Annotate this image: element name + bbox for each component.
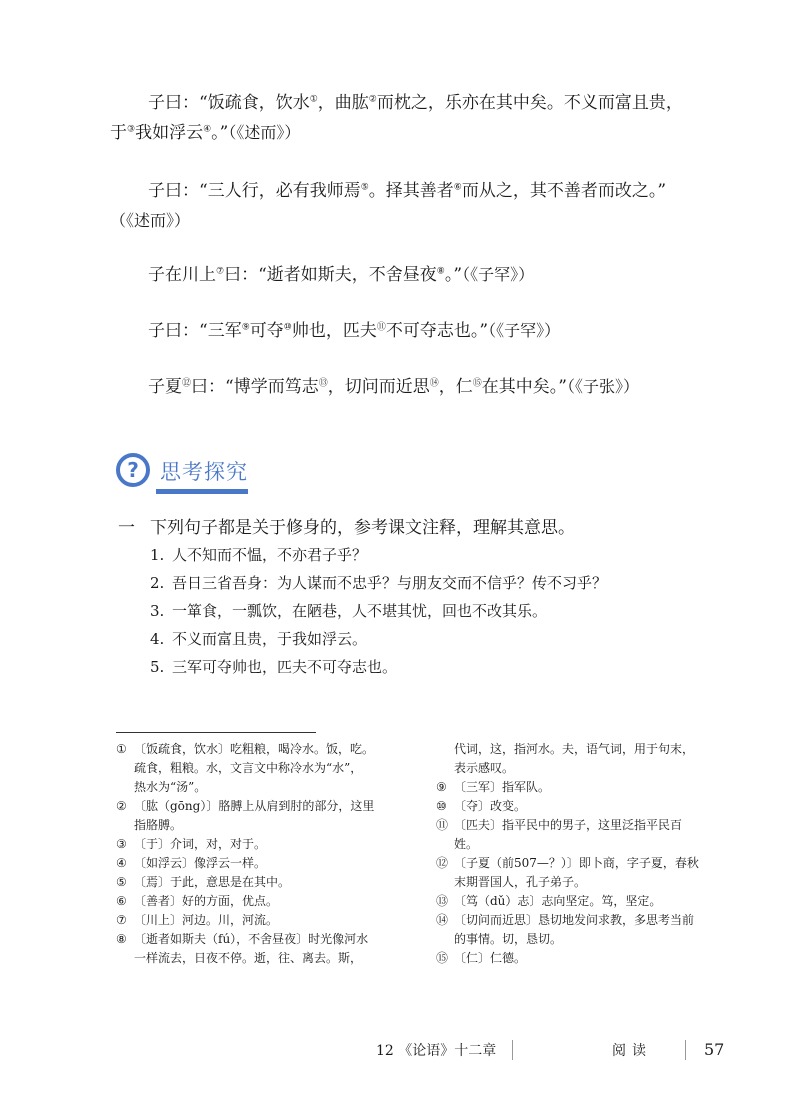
- footnote: [116, 911, 406, 930]
- footnote: [116, 930, 406, 968]
- footnote-ref[interactable]: ⑮: [472, 378, 482, 389]
- footnote-ref[interactable]: ⑦: [216, 266, 225, 277]
- footnote-ref[interactable]: ⑨: [241, 322, 250, 333]
- passage-source: （《述而》）: [228, 123, 301, 142]
- footnote: [116, 854, 406, 873]
- footnote-ref[interactable]: ⑤: [360, 182, 369, 193]
- passage-text: 曰：“博学而笃志: [191, 377, 319, 397]
- footnotes-left: [116, 740, 406, 968]
- footnote-continuation: [436, 740, 736, 778]
- footer-chapter: 12 《论语》十二章: [376, 1043, 497, 1059]
- footnote-text: 〔于〕介词，对，对于。: [134, 837, 267, 851]
- list-item: [150, 653, 607, 681]
- question-circle-icon: ?: [116, 453, 150, 487]
- footnote-ref[interactable]: ⑪: [376, 322, 386, 333]
- passage-text: 子在川上: [148, 265, 216, 285]
- footnote: [116, 835, 406, 854]
- passage-text: 。”: [444, 265, 463, 285]
- passage-text: 不可夺志也。”: [385, 321, 489, 341]
- footnote: [436, 797, 736, 816]
- footnote-text: 〔肱（gōng）〕胳膊上从肩到肘的部分，这里: [134, 799, 375, 813]
- footnote-text: 〔夺〕改变。: [454, 799, 527, 813]
- passage-text: 子曰：“三军: [148, 321, 242, 341]
- page-number: 57: [704, 1040, 725, 1059]
- footnote-ref[interactable]: ⑥: [453, 182, 462, 193]
- footnote-text: 〔匹夫〕指平民中的男子，这里泛指平民百: [454, 818, 683, 832]
- footnote-text: 疏食，粗粮。水，文言文中称冷水为“水”，: [134, 761, 363, 775]
- question-prompt: 下列句子都是关于修身的，参考课文注释，理解其意思。: [150, 518, 575, 538]
- footnote-divider: [116, 732, 316, 733]
- footnote-text: 指胳膊。: [134, 818, 183, 832]
- item-text: 一箪食，一瓢饮，在陋巷，人不堪其忧，回也不改其乐。: [172, 602, 548, 620]
- passage-text: 。”: [211, 123, 229, 143]
- passage-text: 曰：“逝者如斯夫，不舍昼夜: [224, 265, 437, 285]
- passage-3: [110, 260, 730, 290]
- footnote-text: 热水为“汤”。: [134, 780, 207, 794]
- footnote-marker: ⑨: [436, 780, 447, 794]
- passage-text: 我如浮云: [135, 123, 204, 143]
- footnote: [436, 892, 736, 911]
- item-text: 三军可夺帅也，匹夫不可夺志也。: [172, 658, 398, 676]
- passage-text: 。择其善者: [368, 181, 454, 201]
- passage-source: （《子张》）: [566, 377, 639, 396]
- passage-text: 而枕之，乐亦在其中矣。不义而富且贵，: [376, 93, 683, 113]
- passage-text: ，切问而近思: [327, 377, 430, 397]
- section-title: 思考探究: [160, 460, 248, 484]
- footnote-text: 〔笃（dǔ）志〕志向坚定。笃，坚定。: [454, 894, 662, 908]
- footnote: [116, 873, 406, 892]
- footnote-ref[interactable]: ②: [368, 94, 377, 105]
- item-number: 3.: [150, 602, 165, 620]
- footnote-ref[interactable]: ⑧: [436, 266, 445, 277]
- item-number: 2.: [150, 574, 165, 592]
- footnote-text: 〔子夏（前507—？）〕即卜商，字子夏，春秋: [454, 856, 699, 870]
- footnote-text: 代词，这，指河水。夫，语气词，用于句末，: [454, 742, 695, 756]
- footnote-text: 〔如浮云〕像浮云一样。: [134, 856, 267, 870]
- footnote-text: 姓。: [454, 837, 479, 851]
- footnote: [436, 854, 736, 892]
- footnote: [436, 911, 736, 949]
- footnote-marker: ⑬: [436, 894, 449, 908]
- question-heading: [118, 515, 575, 541]
- passage-5: [110, 372, 730, 402]
- question-number: 一: [118, 518, 135, 538]
- passage-text: 在其中矣。”: [481, 377, 567, 397]
- list-item: [150, 541, 607, 569]
- footnote-marker: ⑧: [116, 932, 127, 946]
- list-item: [150, 569, 607, 597]
- footnote-marker: ⑮: [436, 951, 449, 965]
- passage-text: ，曲肱: [317, 93, 369, 113]
- footnote-text: 〔川上〕河边。川，河流。: [134, 913, 279, 927]
- item-number: 4.: [150, 630, 165, 648]
- footnote-ref[interactable]: ⑫: [182, 378, 192, 389]
- footer-divider: [512, 1040, 513, 1060]
- footnote-text: 〔切问而近思〕恳切地发问求教，多思考当前: [454, 913, 695, 927]
- footnote-marker: ⑭: [436, 913, 449, 927]
- passage-4: [110, 316, 730, 346]
- footer-section: 阅读: [612, 1043, 652, 1059]
- section-underline: [156, 489, 248, 494]
- footnote-text: 〔善者〕好的方面，优点。: [134, 894, 279, 908]
- footnote: [436, 778, 736, 797]
- item-number: 5.: [150, 658, 165, 676]
- passage-text: 子夏: [148, 377, 182, 397]
- item-number: 1.: [150, 546, 165, 564]
- footnote-marker: ⑪: [436, 818, 449, 832]
- item-text: 不义而富且贵，于我如浮云。: [172, 630, 368, 648]
- question-items: [150, 541, 607, 681]
- footnote-text: 〔三军〕指军队。: [454, 780, 551, 794]
- footnote-text: 〔饭疏食，饮水〕吃粗粮，喝冷水。饭，吃。: [134, 742, 375, 756]
- footnote-text: 表示感叹。: [454, 761, 515, 775]
- footnote-text: 的事情。切，恳切。: [454, 932, 563, 946]
- footnote-text: 〔焉〕于此，意思是在其中。: [134, 875, 291, 889]
- footnote-marker: ②: [116, 799, 127, 813]
- footer-divider: [685, 1040, 686, 1060]
- footnote-ref[interactable]: ⑭: [429, 378, 439, 389]
- footnote-ref[interactable]: ①: [309, 94, 318, 105]
- footnotes-right: [436, 740, 736, 968]
- footnote-marker: ⑤: [116, 875, 127, 889]
- passage-1: [110, 88, 730, 148]
- footnote: [436, 949, 736, 968]
- footnote: [116, 797, 406, 835]
- footnote-text: 一样流去，日夜不停。逝，往、离去。斯，: [134, 951, 363, 965]
- footnote: [116, 740, 406, 797]
- passage-text: 子曰：“饭疏食，饮水: [148, 93, 310, 113]
- footnote: [116, 892, 406, 911]
- footnote-marker: ①: [116, 742, 127, 756]
- footnote-marker: ③: [116, 837, 127, 851]
- passage-source: （《述而》）: [110, 211, 191, 230]
- footnote-marker: ⑦: [116, 913, 127, 927]
- item-text: 吾日三省吾身：为人谋而不忠乎？与朋友交而不信乎？传不习乎？: [172, 574, 608, 592]
- footnote-marker: ④: [116, 856, 127, 870]
- passage-text: 于: [110, 123, 127, 143]
- footnote-text: 〔仁〕仁德。: [454, 951, 527, 965]
- passage-text: 子曰：“三人行，必有我师焉: [148, 181, 361, 201]
- passage-text: ，仁: [438, 377, 473, 397]
- footnote-text: 末期晋国人，孔子弟子。: [454, 875, 587, 889]
- footnote-text: 〔逝者如斯夫（fú），不舍昼夜〕时光像河水: [134, 932, 369, 946]
- item-text: 人不知而不愠，不亦君子乎？: [172, 546, 368, 564]
- footnote-marker: ⑫: [436, 856, 449, 870]
- footnote-ref[interactable]: ③: [127, 124, 136, 135]
- footnote-ref[interactable]: ④: [203, 124, 212, 135]
- passage-text: 而从之，其不善者而改之。”: [461, 181, 667, 201]
- footnote: [436, 816, 736, 854]
- footnote-marker: ⑩: [436, 799, 447, 813]
- list-item: [150, 625, 607, 653]
- footnote-ref[interactable]: ⑩: [283, 322, 292, 333]
- footnote-marker: ⑥: [116, 894, 127, 908]
- passage-text: 帅也，匹夫: [291, 321, 377, 341]
- passage-source: （《子罕》）: [488, 321, 561, 340]
- footnote-ref[interactable]: ⑬: [318, 378, 328, 389]
- passage-2: [110, 176, 730, 236]
- passage-source: （《子罕》）: [462, 265, 535, 284]
- passage-text: 可夺: [249, 321, 284, 341]
- list-item: [150, 597, 607, 625]
